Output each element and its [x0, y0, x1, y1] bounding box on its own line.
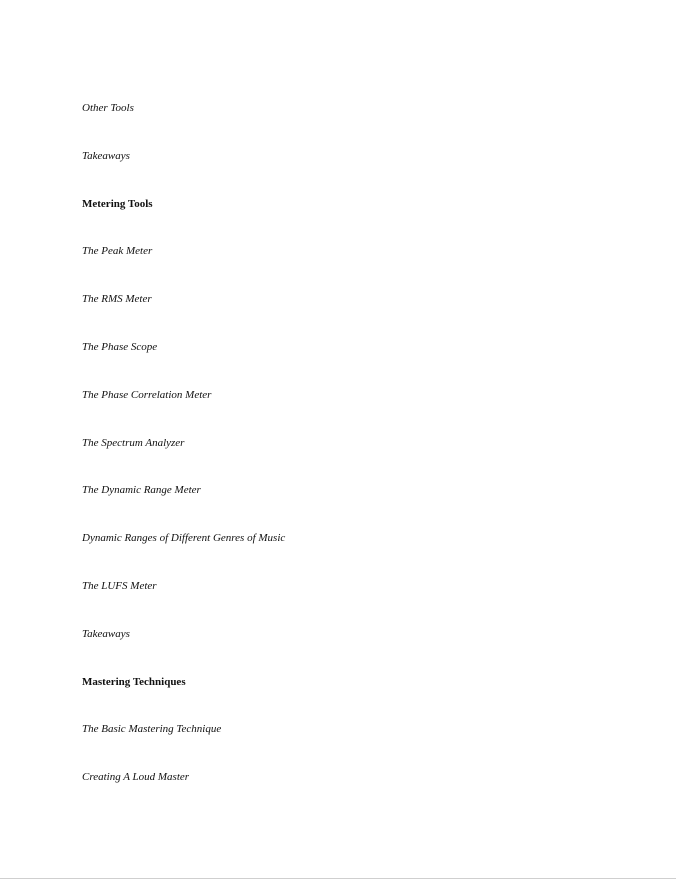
toc-entry-spectrum-analyzer: The Spectrum Analyzer: [82, 436, 185, 449]
toc-chapter-mastering-techniques: Mastering Techniques: [82, 675, 186, 688]
toc-entry-takeaways-2: Takeaways: [82, 627, 130, 640]
table-of-contents: [82, 100, 285, 817]
toc-entry-peak-meter: The Peak Meter: [82, 245, 153, 258]
toc-entry-basic-mastering-technique: The Basic Mastering Technique: [82, 723, 222, 736]
toc-entry-rms-meter: The RMS Meter: [82, 293, 152, 306]
toc-entry-dynamic-range-meter: The Dynamic Range Meter: [82, 484, 201, 497]
toc-entry-phase-scope: The Phase Scope: [82, 340, 158, 353]
toc-entry-creating-loud-master: Creating A Loud Master: [82, 771, 190, 784]
toc-entry-lufs-meter: The LUFS Meter: [82, 579, 157, 592]
toc-entry-other-tools: Other Tools: [82, 102, 134, 114]
toc-chapter-metering-tools: Metering Tools: [82, 197, 153, 210]
toc-entry-takeaways: Takeaways: [82, 149, 130, 162]
toc-entry-phase-correlation-meter: The Phase Correlation Meter: [82, 388, 212, 401]
toc-entry-dynamic-ranges-genres: Dynamic Ranges of Different Genres of Music: [82, 532, 286, 545]
